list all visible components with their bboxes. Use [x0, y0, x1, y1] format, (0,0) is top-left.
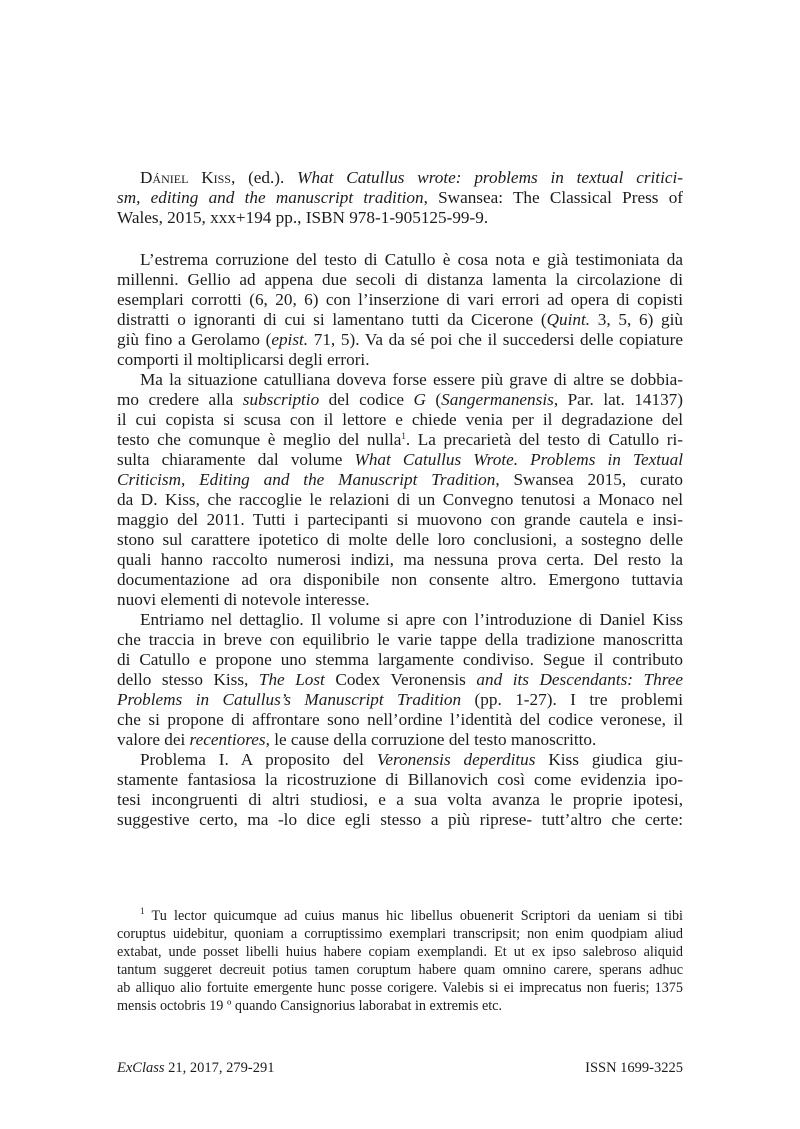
paragraph-3-line: di Catullo e propone uno stemma largamente condiviso. Segue il contributo [117, 650, 683, 669]
paragraph-3-line: Problems in Catullus’s Manuscript Tradition (pp. 1-27). I tre problemi [117, 690, 683, 709]
paragraph-3-line: che traccia in breve con equilibrio le varie tappe della tradizione manoscritta [117, 630, 683, 649]
paragraph-1-line: distratti o ignoranti di cui si lamentano tutti da Cicerone (Quint. 3, 5, 6) giù [117, 310, 683, 329]
paragraph-3-line: che si propone di affrontare sono nell’ordine l’identità del codice veronese, il [117, 710, 683, 729]
footnote-ref[interactable]: 1 [401, 431, 406, 441]
paragraph-4-line: stamente fantasiosa la ricostruzione di Billanovich così come evidenzia ipo- [117, 770, 683, 789]
footnote-line: tantum suggeret decreuit potius tamen coruptum habere quam omnino carere, sperans adhuc [117, 962, 683, 978]
paragraph-2-line: documentazione ad ora disponibile non consente altro. Emergono tuttavia [117, 570, 683, 589]
paragraph-3-line: valore dei recentiores, le cause della corruzione del testo manoscritto. [117, 730, 597, 749]
paragraph-3-line: Entriamo nel dettaglio. Il volume si apre con l’introduzione di Daniel Kiss [140, 610, 683, 629]
footnote-line: coruptus uidebitur, quoniam a corruptissimo exemplari transcripsit; non enim quodpiam aliud [117, 926, 683, 942]
paragraph-2-line: sulta chiaramente dal volume What Catullus Wrote. Problems in Textual [117, 450, 683, 469]
paragraph-2-line: mo credere alla subscriptio del codice G (Sangermanensis, Par. lat. 14137) [117, 390, 683, 409]
issn: ISSN 1699-3225 [585, 1060, 683, 1076]
paragraph-3-line: dello stesso Kiss, The Lost Codex Veronensis and its Descendants: Three [117, 670, 684, 689]
paragraph-4-line: tesi incongruenti di altri studiosi, e a sua volta avanza le proprie ipotesi, [117, 790, 683, 809]
footnote-line: $^1$ Tu lector quicumque ad cuius manus hic libellus obuenerit Scriptori da ueniam si tibi [140, 906, 683, 924]
review-citation-line-1: Dániel Kiss, (ed.). What Catullus wrote: problems in textual critici- [140, 168, 683, 187]
paragraph-2-line: nuovi elementi di notevole interesse. [117, 590, 370, 609]
paragraph-2-line: il cui copista si scusa con il lettore e chiede venia per il degradazione del [117, 410, 683, 429]
paragraph-1-line: esemplari corrotti (6, 20, 6) con l’inserzione di vari errori ad opera di copisti [117, 290, 683, 309]
paragraph-4-line: Problema I. A proposito del Veronensis deperditus Kiss giudica giu- [140, 750, 683, 769]
footnote-marker: 1 [140, 906, 145, 916]
paragraph-2-line: stono sul carattere ipotetico di molte delle loro conclusioni, a sostegno delle [117, 530, 683, 549]
paragraph-2-line: quali hanno raccolto numerosi indizi, ma nessuna prova certa. Del resto la [117, 550, 683, 569]
paragraph-4-line: suggestive certo, ma -lo dice egli stesso a più riprese- tutt’altro che certe: [117, 810, 683, 829]
footnote-line: extabat, unde posset libelli huius habere copiam exemplandi. Et ut ex ipso salebroso aliquid [117, 944, 683, 960]
review-citation-line-2: sm, editing and the manuscript tradition, Swansea: The Classical Press of [117, 188, 684, 207]
footnote-line: mensis octobris 19 º quando Cansignorius laborabat in extremis etc. [117, 998, 503, 1014]
paragraph-2-line: maggio del 2011. Tutti i partecipanti si muovono con grande cautela e insi- [117, 510, 683, 529]
paragraph-1-line: millenni. Gellio ad appena due secoli di distanza lamenta la circolazione di [117, 270, 683, 289]
footnote-line: ab alliquo alio fortuite emergente hunc posse corigere. Valebis si ei imprecatus non fueris; 1375 [117, 980, 683, 996]
page-footer [117, 1060, 683, 1077]
paragraph-1-line: L’estrema corruzione del testo di Catullo è cosa nota e già testimoniata da [140, 250, 683, 269]
paragraph-2-line: Criticism, Editing and the Manuscript Tradition, Swansea 2015, curato [117, 470, 683, 489]
author-name: Dániel Kiss [140, 168, 231, 187]
paragraph-2-line: Ma la situazione catulliana doveva forse essere più grave di altre se dobbia- [140, 370, 683, 389]
paragraph-1-line: comporti il moltiplicarsi degli errori. [117, 350, 370, 369]
paragraph-1-line: giù fino a Gerolamo (epist. 71, 5). Va da sé poi che il succedersi delle copiature [117, 330, 683, 349]
book-title: What Catullus wrote: problems in textual critici- [297, 168, 683, 187]
journal-citation: ExClass 21, 2017, 279-291 [117, 1060, 275, 1076]
review-citation-line-3: Wales, 2015, xxx+194 pp., ISBN 978-1-905125-99-9. [117, 208, 489, 227]
paragraph-2-line: da D. Kiss, che raccoglie le relazioni di un Convegno tenutosi a Monaco nel [117, 490, 683, 509]
paragraph-2-line: testo che comunque è meglio del nulla$^1$. La precarietà del testo di Catullo ri- [117, 430, 683, 449]
